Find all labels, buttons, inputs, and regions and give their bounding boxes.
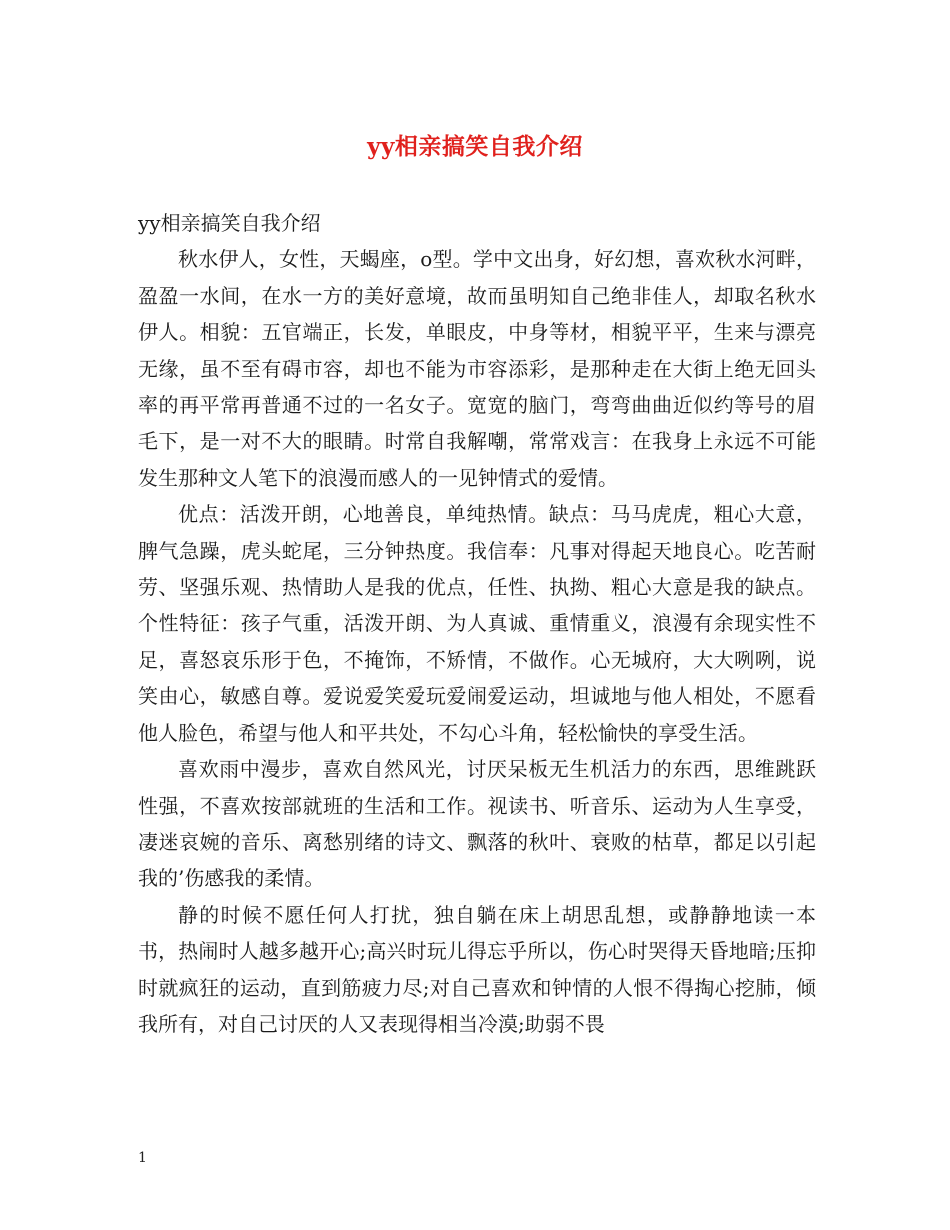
paragraph-intro: 秋水伊人，女性，天蝎座，o型。学中文出身，好幻想，喜欢秋水河畔，盈盈一水间，在水一方的美好意境，故而虽明知自己绝非佳人，却取名秋水伊人。相貌：五官端正，长发，单眼皮，中身等材，相貌平平，生来与漂亮无缘，虽不至有碍市容，却也不能为市容添彩，是那种走在大街上绝无回头率的再平常再普通不过的一名女子。宽宽的脑门，弯弯曲曲近似约等号的眉毛下，是一对不大的眼睛。时常自我解嘲，常常戏言：在我身上永远不可能发生那种文人笔下的浪漫而感人的一见钟情式的爱情。 bbox=[138, 247, 816, 490]
document-body bbox=[138, 205, 816, 1042]
page-number: 1 bbox=[138, 1150, 147, 1166]
document-title: yy相亲搞笑自我介绍 bbox=[367, 133, 583, 160]
paragraph-personality: 静的时候不愿任何人打扰，独自躺在床上胡思乱想，或静静地读一本书，热闹时人越多越开心;高兴时玩儿得忘乎所以，伤心时哭得天昏地暗;压抑时就疯狂的运动，直到筋疲力尽;对自己喜欢和钟情的人恨不得掏心挖肺，倾我所有，对自己讨厌的人又表现得相当冷漠;助弱不畏 bbox=[138, 902, 816, 1036]
paragraph-traits: 优点：活泼开朗，心地善良，单纯热情。缺点：马马虎虎，粗心大意，脾气急躁，虎头蛇尾，三分钟热度。我信奉：凡事对得起天地良心。吃苦耐劳、坚强乐观、热情助人是我的优点，任性、执拗、粗心大意是我的缺点。个性特征：孩子气重，活泼开朗、为人真诚、重情重义，浪漫有余现实性不足，喜怒哀乐形于色，不掩饰，不矫情，不做作。心无城府，大大咧咧，说笑由心，敏感自尊。爱说爱笑爱玩爱闹爱运动，坦诚地与他人相处，不愿看他人脸色，希望与他人和平共处，不勾心斗角，轻松愉快的享受生活。 bbox=[138, 502, 816, 745]
paragraph-hobbies: 喜欢雨中漫步，喜欢自然风光，讨厌呆板无生机活力的东西，思维跳跃性强，不喜欢按部就班的生活和工作。视读书、听音乐、运动为人生享受，凄迷哀婉的音乐、离愁别绪的诗文、飘落的秋叶、衰败的枯草，都足以引起我的’伤感我的柔情。 bbox=[138, 757, 816, 891]
document-subtitle: yy相亲搞笑自我介绍 bbox=[138, 211, 321, 235]
